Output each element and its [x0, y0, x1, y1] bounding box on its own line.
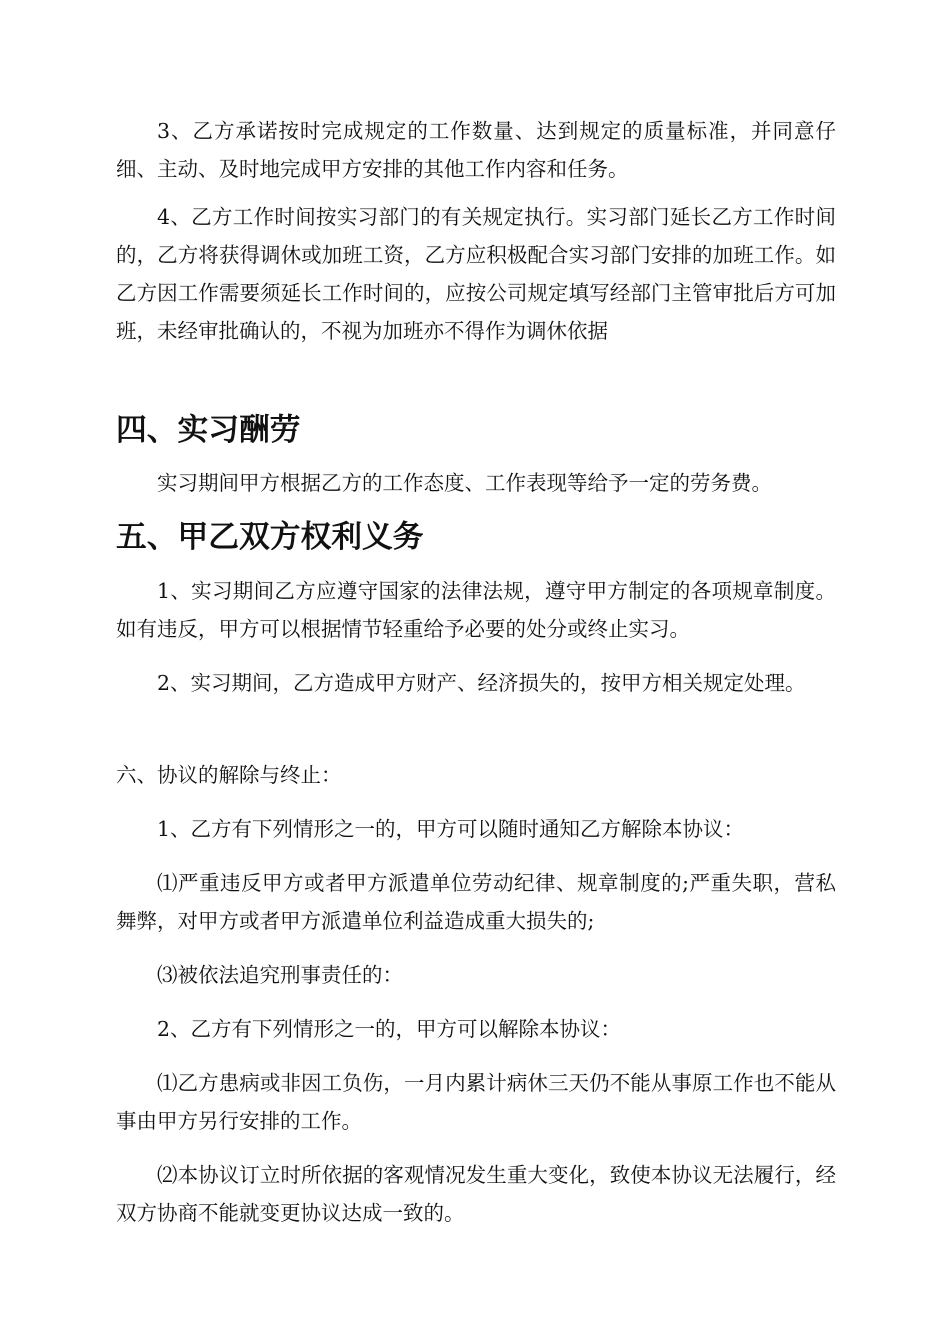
termination-clause-1: 1、乙方有下列情形之一的，甲方可以随时通知乙方解除本协议：: [157, 817, 745, 841]
compensation-paragraph: 实习期间甲方根据乙方的工作态度、工作表现等给予一定的劳务费。: [157, 471, 772, 495]
termination-item-3: ⑶被依法追究刑事责任的：: [157, 963, 403, 987]
section-4-heading: 四、实习酬劳: [116, 412, 301, 448]
section-5-heading: 五、甲乙双方权利义务: [116, 519, 424, 555]
rights-clause-2: 2、实习期间，乙方造成甲方财产、经济损失的，按甲方相关规定处理。: [157, 671, 806, 695]
termination-clause-2-item-2: ⑵本协议订立时所依据的客观情况发生重大变化，致使本协议无法履行，经双方协商不能就变更协议达成一致的。: [116, 1163, 836, 1225]
section-6-heading: 六、协议的解除与终止：: [116, 763, 342, 787]
rights-clause-1: 1、实习期间乙方应遵守国家的法律法规，遵守甲方制定的各项规章制度。如有违反，甲方可以根据情节轻重给予必要的处分或终止实习。: [116, 579, 836, 641]
termination-clause-2-item-1: ⑴乙方患病或非因工负伤，一月内累计病休三天仍不能从事原工作也不能从事由甲方另行安排的工作。: [116, 1071, 836, 1133]
termination-item-1: ⑴严重违反甲方或者甲方派遣单位劳动纪律、规章制度的;严重失职，营私舞弊，对甲方或者甲方派遣单位利益造成重大损失的;: [116, 871, 836, 933]
clause-3-paragraph: 3、乙方承诺按时完成规定的工作数量、达到规定的质量标准，并同意仔细、主动、及时地完成甲方安排的其他工作内容和任务。: [116, 119, 836, 181]
clause-4-paragraph: 4、乙方工作时间按实习部门的有关规定执行。实习部门延长乙方工作时间的，乙方将获得调休或加班工资，乙方应积极配合实习部门安排的加班工作。如乙方因工作需要须延长工作时间的，应按公司规定填写经部门主管审批后方可加班，未经审批确认的，不视为加班亦不得作为调休依据: [116, 205, 836, 343]
termination-clause-2: 2、乙方有下列情形之一的，甲方可以解除本协议：: [157, 1017, 622, 1041]
